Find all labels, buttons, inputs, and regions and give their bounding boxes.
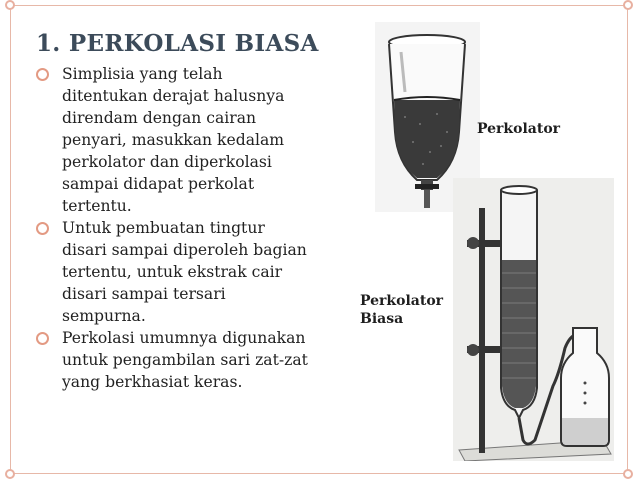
slide-frame-top <box>10 5 628 6</box>
caption-perkolator: Perkolator <box>477 121 561 137</box>
bullet-text: Perkolasi umumnya digunakan untuk pengambilan sari zat-zat yang berkhasiat keras. <box>62 329 308 391</box>
bullet-ring-icon <box>36 332 49 345</box>
slide-frame-right <box>627 5 628 474</box>
slide-title: 1. PERKOLASI BIASA <box>36 30 319 57</box>
bullet-item <box>34 63 364 217</box>
bullet-ring-icon <box>36 68 49 81</box>
bullet-list <box>34 63 364 393</box>
corner-dot-top-left <box>5 0 15 10</box>
bullet-text: Untuk pembuatan tingtur disari sampai diperoleh bagian tertentu, untuk ekstrak cair disari sampai tersari sempurna. <box>62 219 307 325</box>
bullet-item <box>34 217 364 327</box>
corner-dot-bottom-left <box>5 469 15 479</box>
slide-frame-left <box>10 5 11 474</box>
corner-dot-bottom-right <box>623 469 633 479</box>
caption-perkolator-biasa: Perkolator Biasa <box>360 293 444 327</box>
corner-dot-top-right <box>623 0 633 10</box>
bullet-text: Simplisia yang telah ditentukan derajat halusnya direndam dengan cairan penyari, masukkan kedalam perkolator dan diperkolasi sampai didapat perkolat tertentu. <box>62 65 285 215</box>
bullet-item <box>34 327 364 393</box>
slide-frame-bottom <box>10 473 628 474</box>
perkolator-biasa-illustration <box>453 178 614 461</box>
bullet-ring-icon <box>36 222 49 235</box>
